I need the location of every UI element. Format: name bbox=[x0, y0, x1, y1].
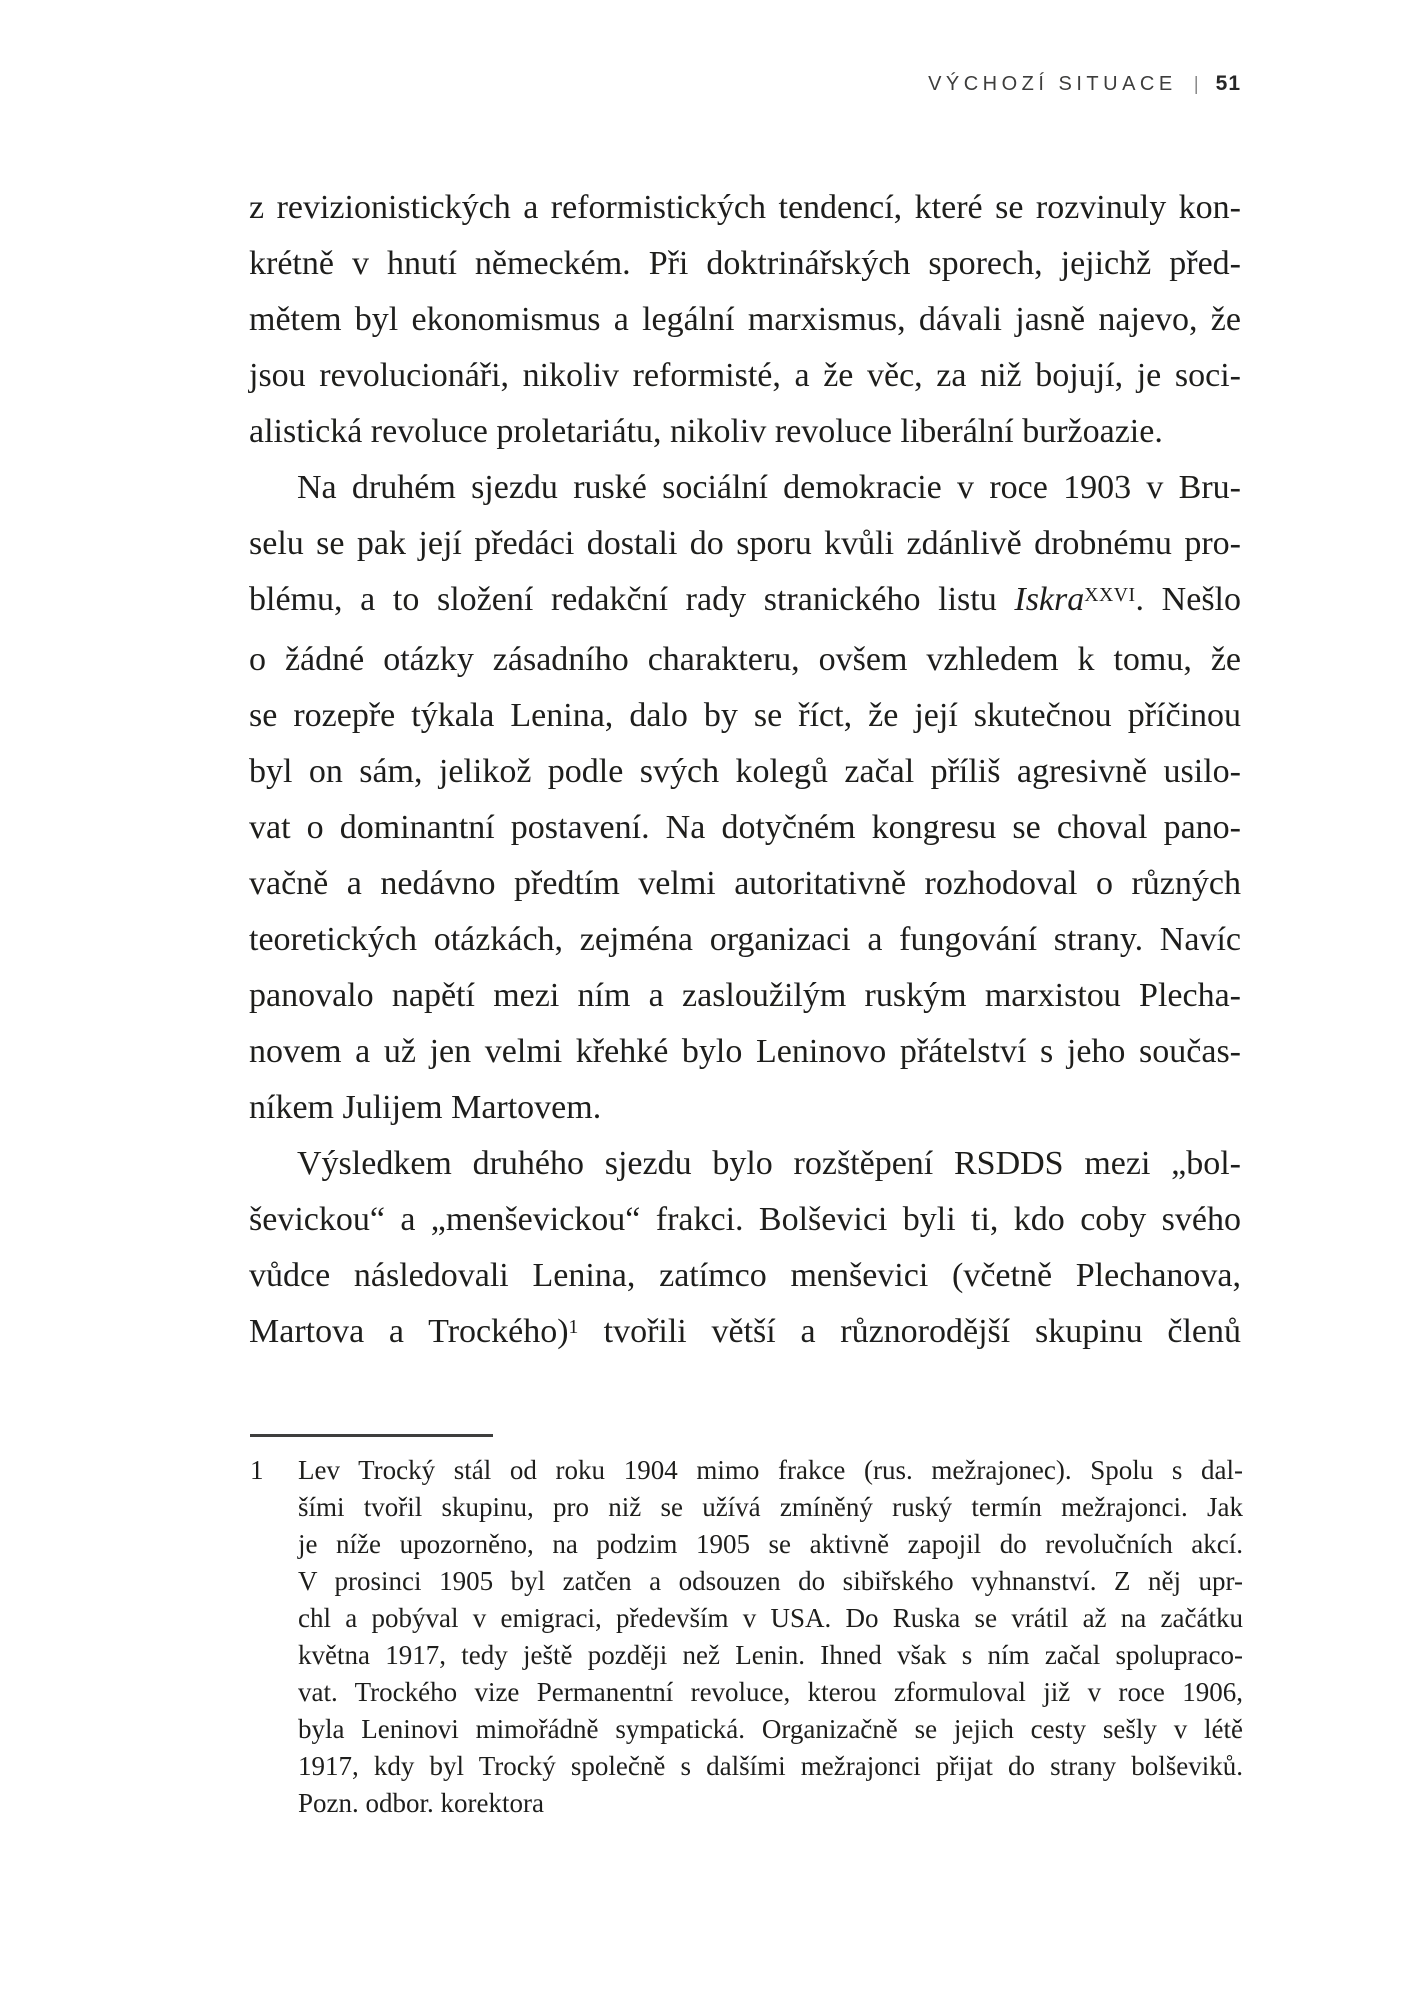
text-line bbox=[298, 1748, 1243, 1785]
text-line bbox=[249, 800, 1241, 856]
footnote-marker: 1 bbox=[250, 1455, 264, 1485]
footnote bbox=[250, 1452, 1243, 1822]
text-line bbox=[249, 460, 1241, 516]
text-segment: byl on sám, jelikož podle svých kolegů začal příliš agresivně usilo- bbox=[249, 753, 1241, 790]
text-segment: Martova a Trockého) bbox=[249, 1313, 569, 1350]
text-line bbox=[249, 856, 1241, 912]
text-line bbox=[298, 1600, 1243, 1637]
text-segment: je níže upozorněno, na podzim 1905 se aktivně zapojil do revolučních akcí. bbox=[298, 1529, 1243, 1559]
footnote-lines bbox=[298, 1452, 1243, 1822]
text-line bbox=[249, 1136, 1241, 1192]
text-line bbox=[249, 348, 1241, 404]
text-segment: níkem Julijem Martovem. bbox=[249, 1089, 602, 1126]
text-segment: Pozn. odbor. korektora bbox=[298, 1788, 544, 1818]
text-segment: vůdce následovali Lenina, zatímco menševici (včetně Plechanova, bbox=[249, 1257, 1241, 1294]
text-segment: Na druhém sjezdu ruské sociální demokracie v roce 1903 v Bru- bbox=[297, 469, 1241, 506]
paragraph bbox=[249, 460, 1241, 1136]
text-segment: teoretických otázkách, zejména organizaci a fungování strany. Navíc bbox=[249, 921, 1241, 958]
page-number: 51 bbox=[1215, 72, 1241, 95]
text-line bbox=[298, 1785, 1243, 1822]
text-line bbox=[249, 292, 1241, 348]
footnote-rule bbox=[250, 1434, 493, 1437]
text-segment: jsou revolucionáři, nikoliv reformisté, a že věc, za niž bojují, je soci- bbox=[249, 357, 1241, 394]
text-line bbox=[298, 1452, 1243, 1489]
text-line bbox=[249, 1304, 1241, 1364]
text-segment: byla Leninovi mimořádně sympatická. Organizačně se jejich cesty sešly v létě bbox=[298, 1714, 1243, 1744]
text-segment: května 1917, tedy ještě později než Lenin. Ihned však s ním začal spolupraco- bbox=[298, 1640, 1243, 1670]
text-segment: krétně v hnutí německém. Při doktrinářských sporech, jejichž před- bbox=[249, 245, 1241, 282]
text-segment: 1917, kdy byl Trocký společně s dalšími mežrajonci přijat do strany bolševiků. bbox=[298, 1751, 1243, 1781]
section-title: VÝCHOZÍ SITUACE bbox=[928, 73, 1177, 95]
text-segment: Výsledkem druhého sjezdu bylo rozštěpení RSDDS mezi „bol- bbox=[297, 1145, 1241, 1182]
text-segment: Iskra bbox=[1014, 581, 1085, 618]
superscript-reference: XXVI bbox=[1084, 584, 1136, 607]
text-line bbox=[249, 1192, 1241, 1248]
text-segment: blému, a to složení redakční rady stranického listu bbox=[249, 581, 1015, 618]
text-segment: tvořili větší a různorodější skupinu členů bbox=[578, 1313, 1242, 1350]
header-divider: | bbox=[1193, 74, 1199, 95]
text-segment: z revizionistických a reformistických tendencí, které se rozvinuly kon- bbox=[249, 189, 1241, 226]
text-line bbox=[298, 1711, 1243, 1748]
text-segment: chl a pobýval v emigraci, především v USA. Do Ruska se vrátil až na začátku bbox=[298, 1603, 1243, 1633]
text-line bbox=[249, 516, 1241, 572]
text-segment: Lev Trocký stál od roku 1904 mimo frakce (rus. mežrajonec). Spolu s dal- bbox=[298, 1455, 1243, 1485]
text-segment: vat o dominantní postavení. Na dotyčném kongresu se choval pano- bbox=[249, 809, 1241, 846]
text-segment: panovalo napětí mezi ním a zasloužilým ruským marxistou Plecha- bbox=[249, 977, 1241, 1014]
text-line bbox=[249, 180, 1241, 236]
text-line bbox=[298, 1637, 1243, 1674]
text-line bbox=[249, 1248, 1241, 1304]
text-line bbox=[298, 1674, 1243, 1711]
body-text bbox=[249, 180, 1241, 1364]
text-line bbox=[249, 688, 1241, 744]
text-line bbox=[249, 404, 1241, 460]
text-segment: vat. Trockého vize Permanentní revoluce, kterou zformuloval již v roce 1906, bbox=[298, 1677, 1243, 1707]
text-segment: ševickou“ a „menševickou“ frakci. Bolševici byli ti, kdo coby svého bbox=[249, 1201, 1241, 1238]
text-line bbox=[249, 968, 1241, 1024]
text-segment: mětem byl ekonomismus a legální marxismus, dávali jasně najevo, že bbox=[249, 301, 1241, 338]
text-segment: V prosinci 1905 byl zatčen a odsouzen do sibiřského vyhnanství. Z něj upr- bbox=[298, 1566, 1243, 1596]
paragraph bbox=[249, 180, 1241, 460]
text-segment: novem a už jen velmi křehké bylo Leninovo přátelství s jeho součas- bbox=[249, 1033, 1241, 1070]
text-segment: selu se pak její předáci dostali do sporu kvůli zdánlivě drobnému pro- bbox=[249, 525, 1241, 562]
text-line bbox=[249, 572, 1241, 632]
text-line bbox=[249, 1024, 1241, 1080]
text-line bbox=[298, 1563, 1243, 1600]
text-line bbox=[249, 912, 1241, 968]
paragraph bbox=[249, 1136, 1241, 1364]
text-line bbox=[249, 1080, 1241, 1136]
text-line bbox=[249, 744, 1241, 800]
text-segment: . Nešlo bbox=[1135, 581, 1241, 618]
superscript-reference: 1 bbox=[568, 1316, 579, 1339]
text-segment: o žádné otázky zásadního charakteru, ovšem vzhledem k tomu, že bbox=[249, 641, 1241, 678]
text-segment: se rozepře týkala Lenina, dalo by se říct, že její skutečnou příčinou bbox=[249, 697, 1241, 734]
text-segment: vačně a nedávno předtím velmi autoritativně rozhodoval o různých bbox=[249, 865, 1241, 902]
text-line bbox=[298, 1526, 1243, 1563]
running-header bbox=[928, 72, 1241, 96]
text-segment: šími tvořil skupinu, pro niž se užívá zmíněný ruský termín mežrajonci. Jak bbox=[298, 1492, 1243, 1522]
text-line bbox=[249, 632, 1241, 688]
text-line bbox=[249, 236, 1241, 292]
text-segment: alistická revoluce proletariátu, nikoliv revoluce liberální buržoazie. bbox=[249, 413, 1163, 450]
text-line bbox=[298, 1489, 1243, 1526]
